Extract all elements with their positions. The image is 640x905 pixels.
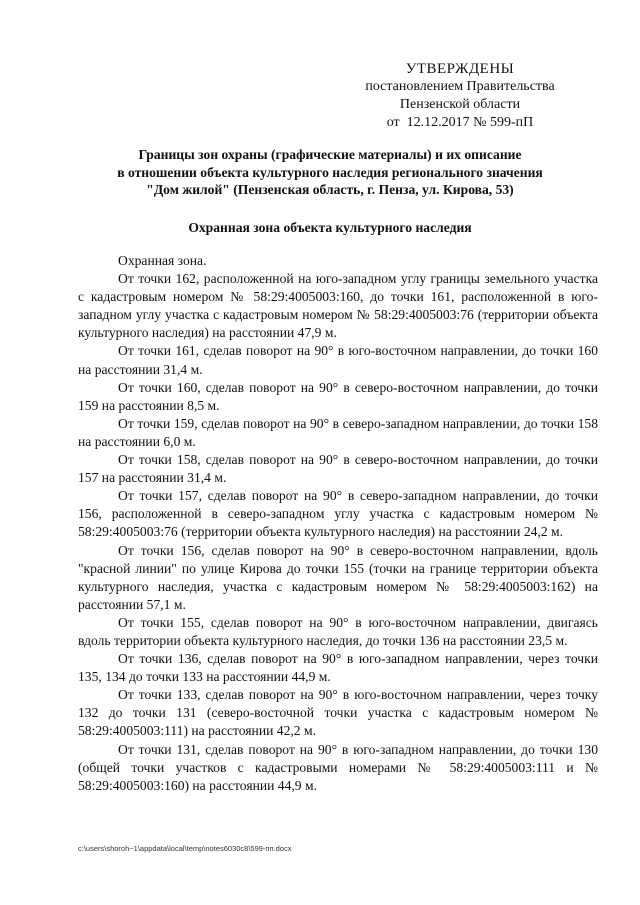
file-path-footer: c:\users\shoroh~1\appdata\local\temp\notes6030c8\599-пп.docx <box>78 844 292 853</box>
approval-line-3: от 12.12.2017 № 599-пП <box>386 115 534 130</box>
paragraph: От точки 155, сделав поворот на 90° в юго-восточном направлении, двигаясь вдоль территории объекта культурного наследия, до точки 136 на расстоянии 23,5 м. <box>78 614 598 648</box>
paragraph: Охранная зона. <box>118 253 207 268</box>
paragraph: От точки 156, сделав поворот на 90° в северо-восточном направлении, вдоль "красной линии" по улице Кирова до точки 155 (точки на границе территории объекта культурного наследия, участка с кадастровым номером № 58:29:4005003:162) на расстоянии 57,1 м. <box>78 542 598 612</box>
paragraph: От точки 162, расположенной на юго-западном углу границы земельного участка с кадастровым номером № 58:29:4005003:160, до точки 161, расположенной в юго-западном углу участка с кадастровым номером № 58:29:4005003:76 (территории объекта культурного наследия) на расстоянии 47,9 м. <box>78 271 598 341</box>
document-body <box>78 252 598 795</box>
approval-title: УТВЕРЖДЕНЫ <box>405 61 515 77</box>
paragraph: От точки 133, сделав поворот на 90° в юго-восточном направлении, через точку 132 до точки 131 (северо-восточной точки участка с кадастровым номером № 58:29:4005003:111) на расстоянии 42,2 м. <box>78 687 598 739</box>
approval-line-1: постановлением Правительства <box>365 79 555 94</box>
paragraph: От точки 158, сделав поворот на 90° в северо-восточном направлении, до точки 157 на расстоянии 31,4 м. <box>78 452 598 486</box>
paragraph: От точки 159, сделав поворот на 90° в северо-западном направлении, до точки 158 на расстоянии 6,0 м. <box>78 415 598 449</box>
title-line-2: в отношении объекта культурного наследия регионального значения <box>117 164 543 180</box>
title-line-1: Границы зон охраны (графические материалы) и их описание <box>138 147 522 162</box>
paragraph: От точки 161, сделав поворот на 90° в юго-восточном направлении, до точки 160 на расстоянии 31,4 м. <box>78 343 598 377</box>
document-title <box>60 146 600 199</box>
approval-line-2: Пензенской области <box>399 97 521 112</box>
approval-block <box>360 60 560 132</box>
title-line-3: "Дом жилой" (Пензенская область, г. Пенза, ул. Кирова, 53) <box>146 182 514 197</box>
section-heading: Охранная зона объекта культурного наследия <box>188 220 472 235</box>
paragraph: От точки 136, сделав поворот на 90° в юго-западном направлении, через точки 135, 134 до точки 133 на расстоянии 44,9 м. <box>78 651 598 685</box>
paragraph: От точки 157, сделав поворот на 90° в северо-западном направлении, до точки 156, расположенной в северо-западном углу участка с кадастровым номером № 58:29:4005003:76 (территории объекта культурного наследия) на расстоянии 24,2 м. <box>78 488 598 540</box>
paragraph: От точки 160, сделав поворот на 90° в северо-восточном направлении, до точки 159 на расстоянии 8,5 м. <box>78 379 598 413</box>
paragraph: От точки 131, сделав поворот на 90° в юго-западном направлении, до точки 130 (общей точки участков с кадастровыми номерами № 58:29:4005003:111 и № 58:29:4005003:160) на расстоянии 44,9 м. <box>78 741 598 793</box>
